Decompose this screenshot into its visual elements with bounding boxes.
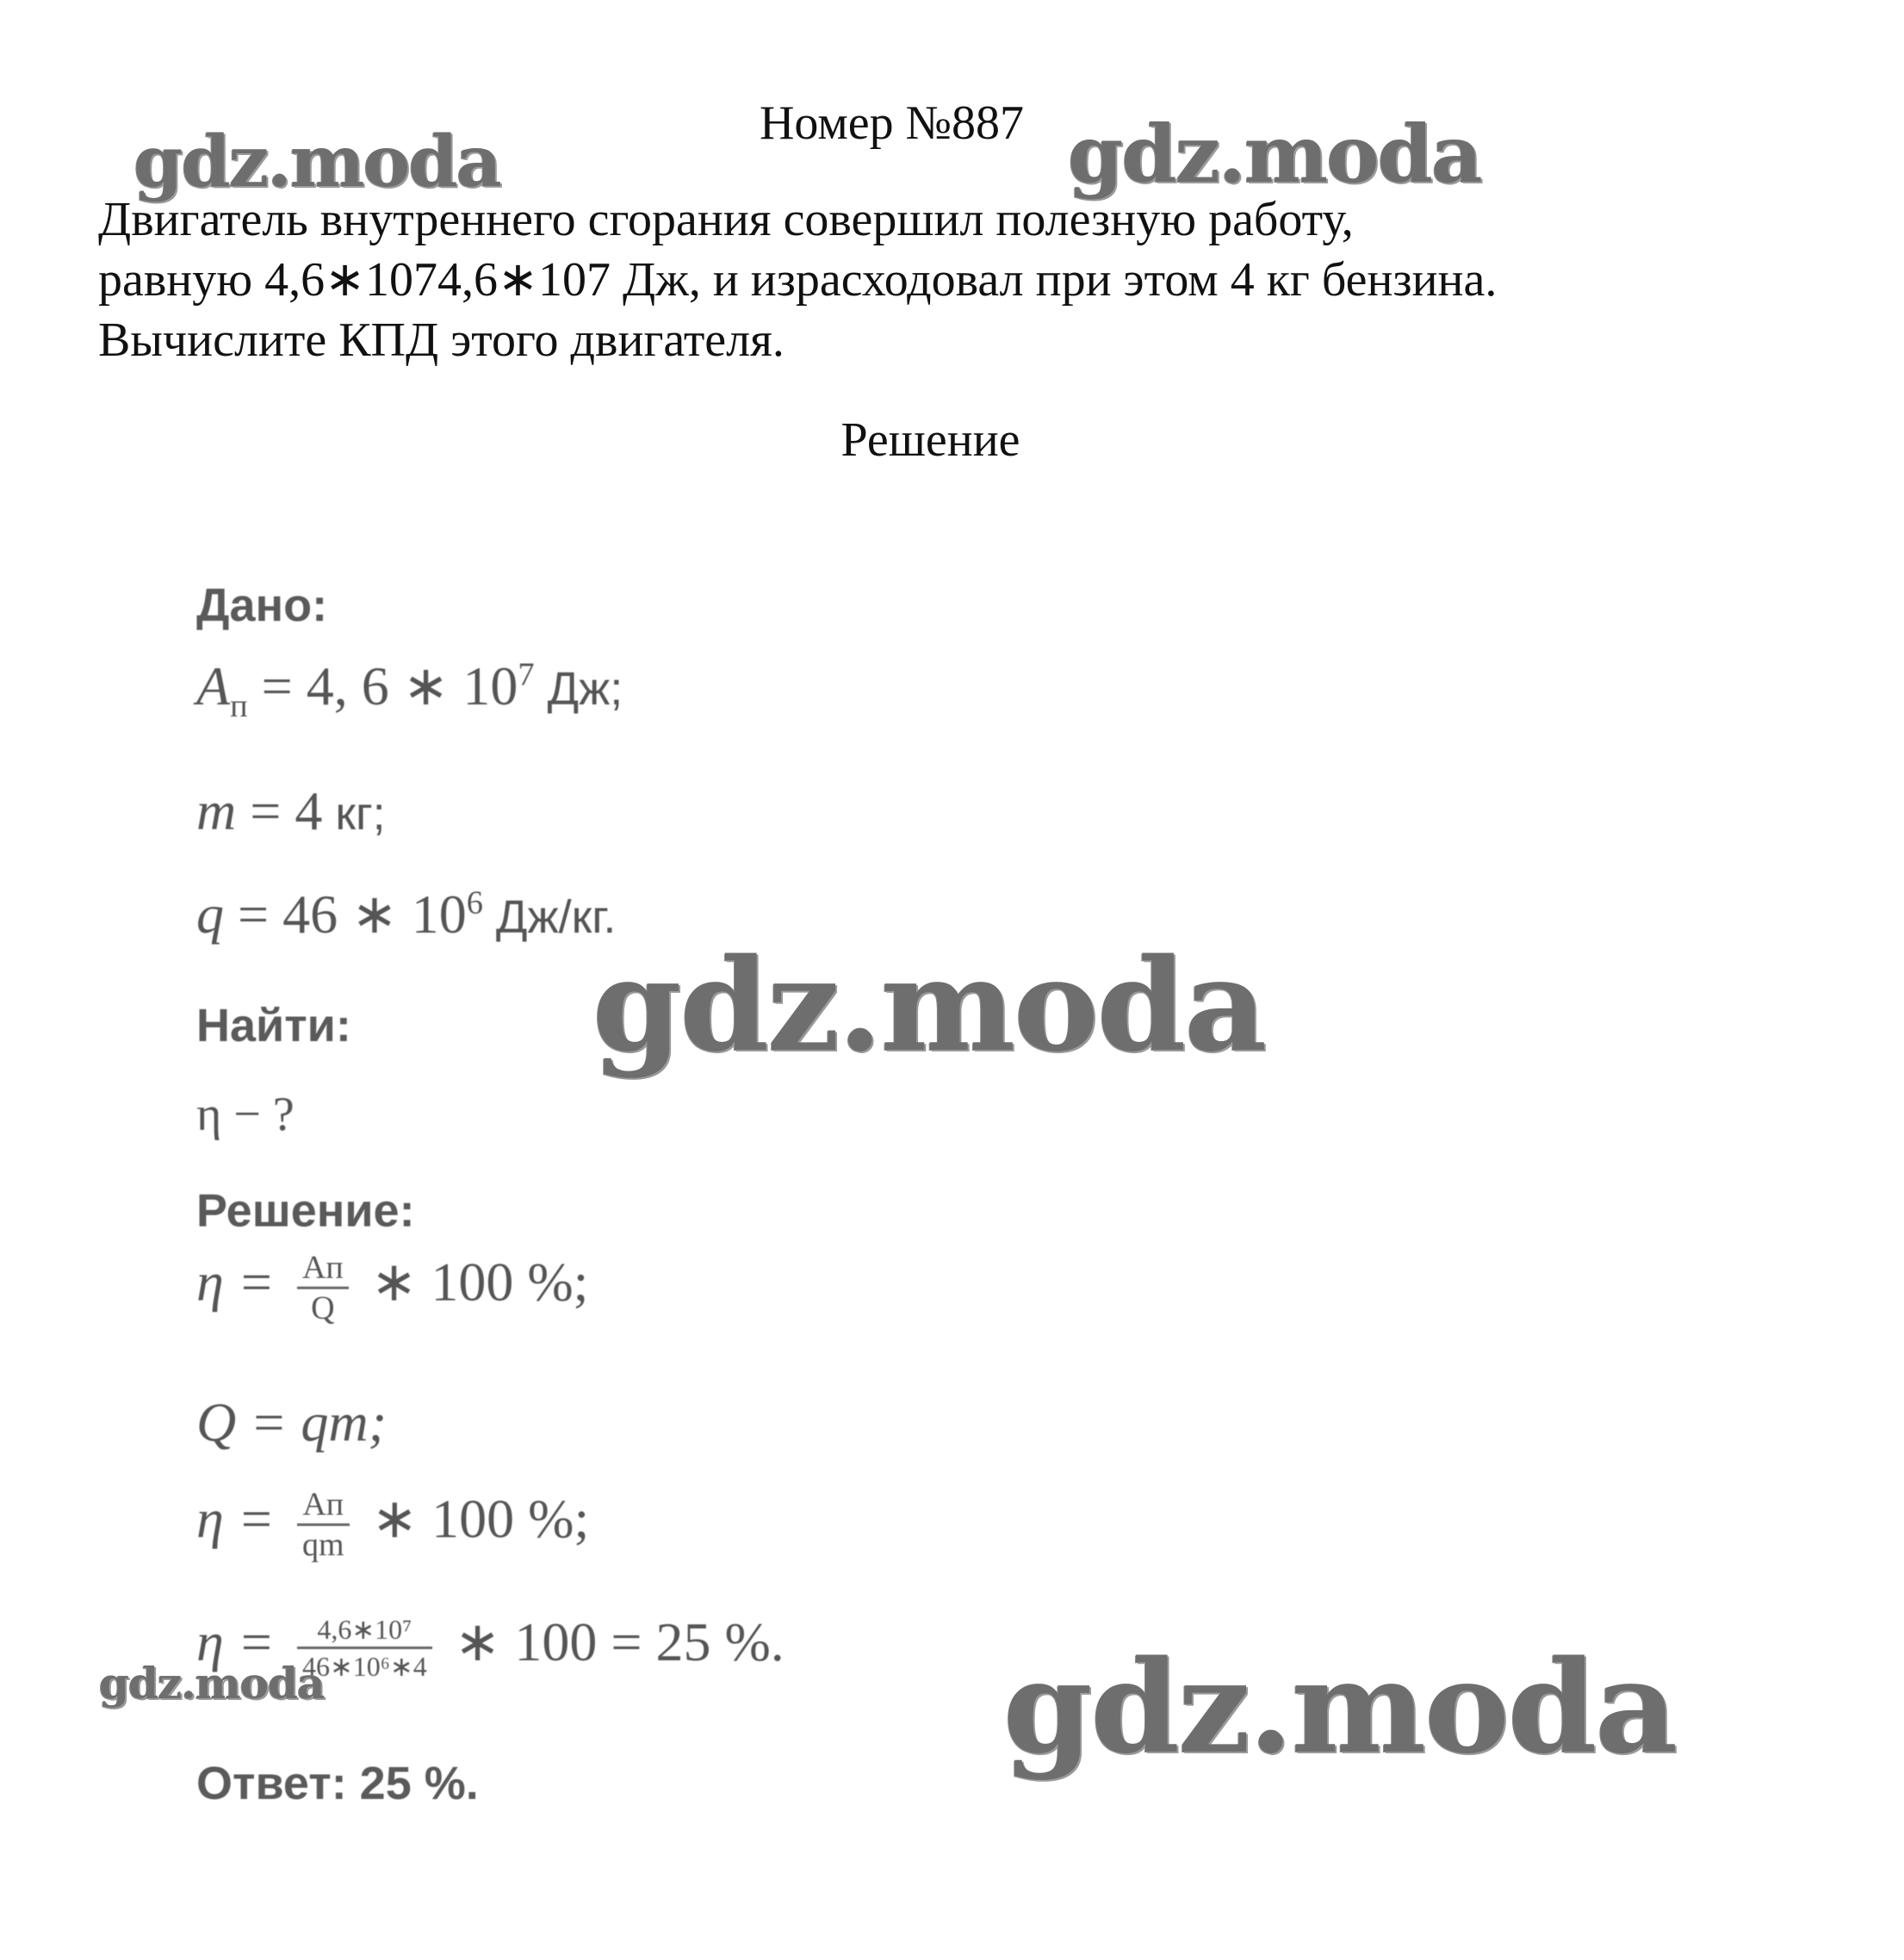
heat-exponent: 6	[466, 884, 483, 921]
fraction-denominator: Q	[311, 1290, 335, 1326]
answer: Ответ: 25 %.	[196, 1758, 479, 1809]
find-label: Найти:	[196, 1000, 351, 1051]
work-unit: Дж;	[534, 663, 623, 715]
fraction-numerator: Aп	[297, 1249, 349, 1289]
equation-rhs: ∗ 100 %;	[371, 1488, 590, 1550]
equation-lhs: η =	[196, 1251, 275, 1313]
fraction-numerator: 4,6∗10⁷	[297, 1612, 432, 1649]
fraction-denominator: 46∗10⁶∗4	[301, 1650, 427, 1682]
problem-line: Вычислите КПД этого двигателя.	[98, 313, 785, 367]
fraction-numerator: Aп	[297, 1486, 350, 1526]
equation-efficiency-substituted	[196, 1486, 589, 1564]
work-subscript: п	[230, 687, 248, 724]
given-mass	[196, 779, 386, 843]
watermark: gdz.moda	[133, 121, 500, 203]
work-symbol: A	[196, 655, 231, 716]
work-value: = 4, 6 ∗ 10	[247, 655, 518, 716]
solution-label: Решение:	[196, 1185, 415, 1237]
section-title-text: Решение	[840, 413, 1020, 467]
equation-heat	[196, 1391, 387, 1454]
given-work	[196, 654, 623, 725]
watermark: gdz.moda	[592, 930, 1266, 1080]
page-title-text: Номер №887	[759, 96, 1025, 150]
mass-symbol: m	[196, 780, 237, 841]
fraction	[297, 1486, 350, 1564]
equation-rhs: ∗ 100 %;	[370, 1251, 589, 1313]
fraction	[297, 1249, 349, 1327]
heat-value: = 46 ∗ 10	[224, 884, 467, 945]
equation-lhs: η =	[196, 1488, 275, 1550]
equation-lhs: η =	[196, 1611, 275, 1672]
mass-value: = 4	[236, 780, 323, 841]
equation-rhs: ∗ 100 = 25 %.	[454, 1611, 785, 1672]
heat-unit: Дж/кг.	[482, 891, 617, 943]
given-label: Дано:	[196, 580, 328, 631]
watermark: gdz.moda	[99, 1658, 325, 1709]
mass-unit: кг;	[322, 788, 386, 840]
work-exponent: 7	[518, 656, 535, 693]
fraction-denominator: qm	[301, 1527, 344, 1563]
find-value: η − ?	[196, 1088, 295, 1141]
problem-line: равную 4,6∗1074,6∗107 Дж, и израсходовал при этом 4 кг бензина.	[98, 253, 1498, 307]
problem-line: Двигатель внутреннего сгорания совершил полезную работу,	[98, 193, 1354, 246]
heat-symbol: q	[196, 884, 224, 945]
section-title	[0, 410, 1904, 470]
equation-text: Q = qm;	[196, 1392, 387, 1453]
watermark: gdz.moda	[1003, 1632, 1677, 1782]
problem-statement	[98, 189, 1497, 370]
watermark: gdz.moda	[1068, 108, 1481, 201]
given-heat	[196, 883, 616, 946]
equation-efficiency	[196, 1249, 588, 1327]
